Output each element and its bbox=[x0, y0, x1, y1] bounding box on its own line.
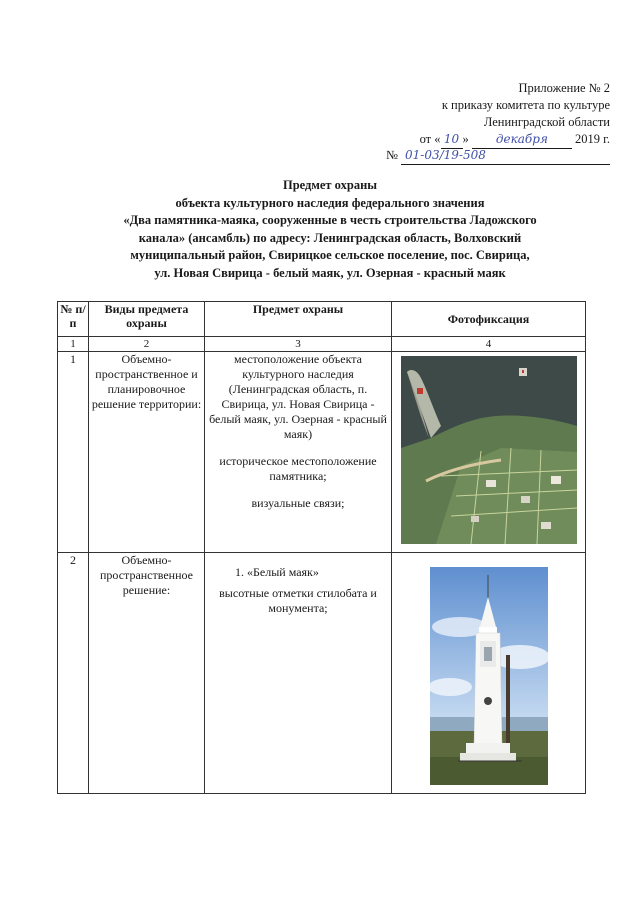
row-kind: Объемно-пространственное решение: bbox=[89, 553, 205, 794]
protection-table bbox=[57, 301, 586, 794]
number-value: 01-03/19-508 bbox=[401, 147, 610, 165]
title-line-3: «Два памятника-маяка, сооруженные в честь строительства Ладожского bbox=[123, 213, 537, 227]
white-lighthouse-photo bbox=[430, 567, 548, 785]
appendix-line-1: Приложение № 2 bbox=[518, 81, 610, 95]
column-number: 1 bbox=[58, 337, 89, 352]
date-month: декабря bbox=[472, 131, 572, 149]
document-title bbox=[60, 177, 600, 282]
subject-visual-links: визуальные связи; bbox=[251, 496, 345, 510]
title-line-1: Предмет охраны bbox=[282, 178, 378, 192]
date-prefix: от « bbox=[419, 132, 441, 146]
appendix-line-2: к приказу комитета по культуре bbox=[441, 98, 610, 112]
date-day: 10 bbox=[441, 131, 463, 149]
column-number: 4 bbox=[392, 337, 586, 352]
header-number: № п/п bbox=[58, 302, 89, 337]
date-year: 2019 г. bbox=[575, 132, 610, 146]
column-number: 3 bbox=[205, 337, 392, 352]
photo-cell bbox=[392, 352, 586, 553]
aerial-photo bbox=[401, 356, 577, 544]
row-number: 1 bbox=[58, 352, 89, 553]
date-mid: » bbox=[462, 132, 469, 146]
subject-location: местоположение объекта культурного наследия (Ленинградская область, п. Свирица, ул. Новая Свирица - белый маяк, ул. Озерная - красный маяк) bbox=[209, 352, 387, 441]
number-prefix: № bbox=[385, 148, 398, 162]
row-kind: Объемно-пространственное и планировочное решение территории: bbox=[89, 352, 205, 553]
title-line-5: муниципальный район, Свирицкое сельское поселение, пос. Свирица, bbox=[130, 248, 530, 262]
header-photo: Фотофиксация bbox=[392, 302, 586, 337]
title-line-2: объекта культурного наследия федерального значения bbox=[175, 195, 485, 210]
table-header-row bbox=[58, 302, 586, 337]
table-row bbox=[58, 352, 586, 553]
appendix-line-3: Ленинградской области bbox=[483, 115, 610, 129]
appendix-number bbox=[386, 147, 610, 165]
title-line-4: канала» (ансамбль) по адресу: Ленинградская область, Волховский bbox=[138, 230, 522, 245]
table-row bbox=[58, 553, 586, 794]
header-kind: Виды предмета охраны bbox=[89, 302, 205, 337]
appendix-block bbox=[386, 80, 610, 165]
subject-heights: высотные отметки стилобата и монумента; bbox=[219, 586, 377, 615]
row-subject bbox=[205, 553, 392, 794]
column-number: 2 bbox=[89, 337, 205, 352]
row-number: 2 bbox=[58, 553, 89, 794]
title-line-6: ул. Новая Свирица - белый маяк, ул. Озерная - красный маяк bbox=[154, 265, 506, 280]
row-subject bbox=[205, 352, 392, 553]
list-item: 1. «Белый маяк» bbox=[247, 565, 391, 580]
column-number-row bbox=[58, 337, 586, 352]
photo-cell bbox=[392, 553, 586, 794]
header-subject: Предмет охраны bbox=[205, 302, 392, 337]
subject-historic-location: историческое местоположение памятника; bbox=[219, 454, 377, 483]
object-list bbox=[205, 565, 391, 580]
